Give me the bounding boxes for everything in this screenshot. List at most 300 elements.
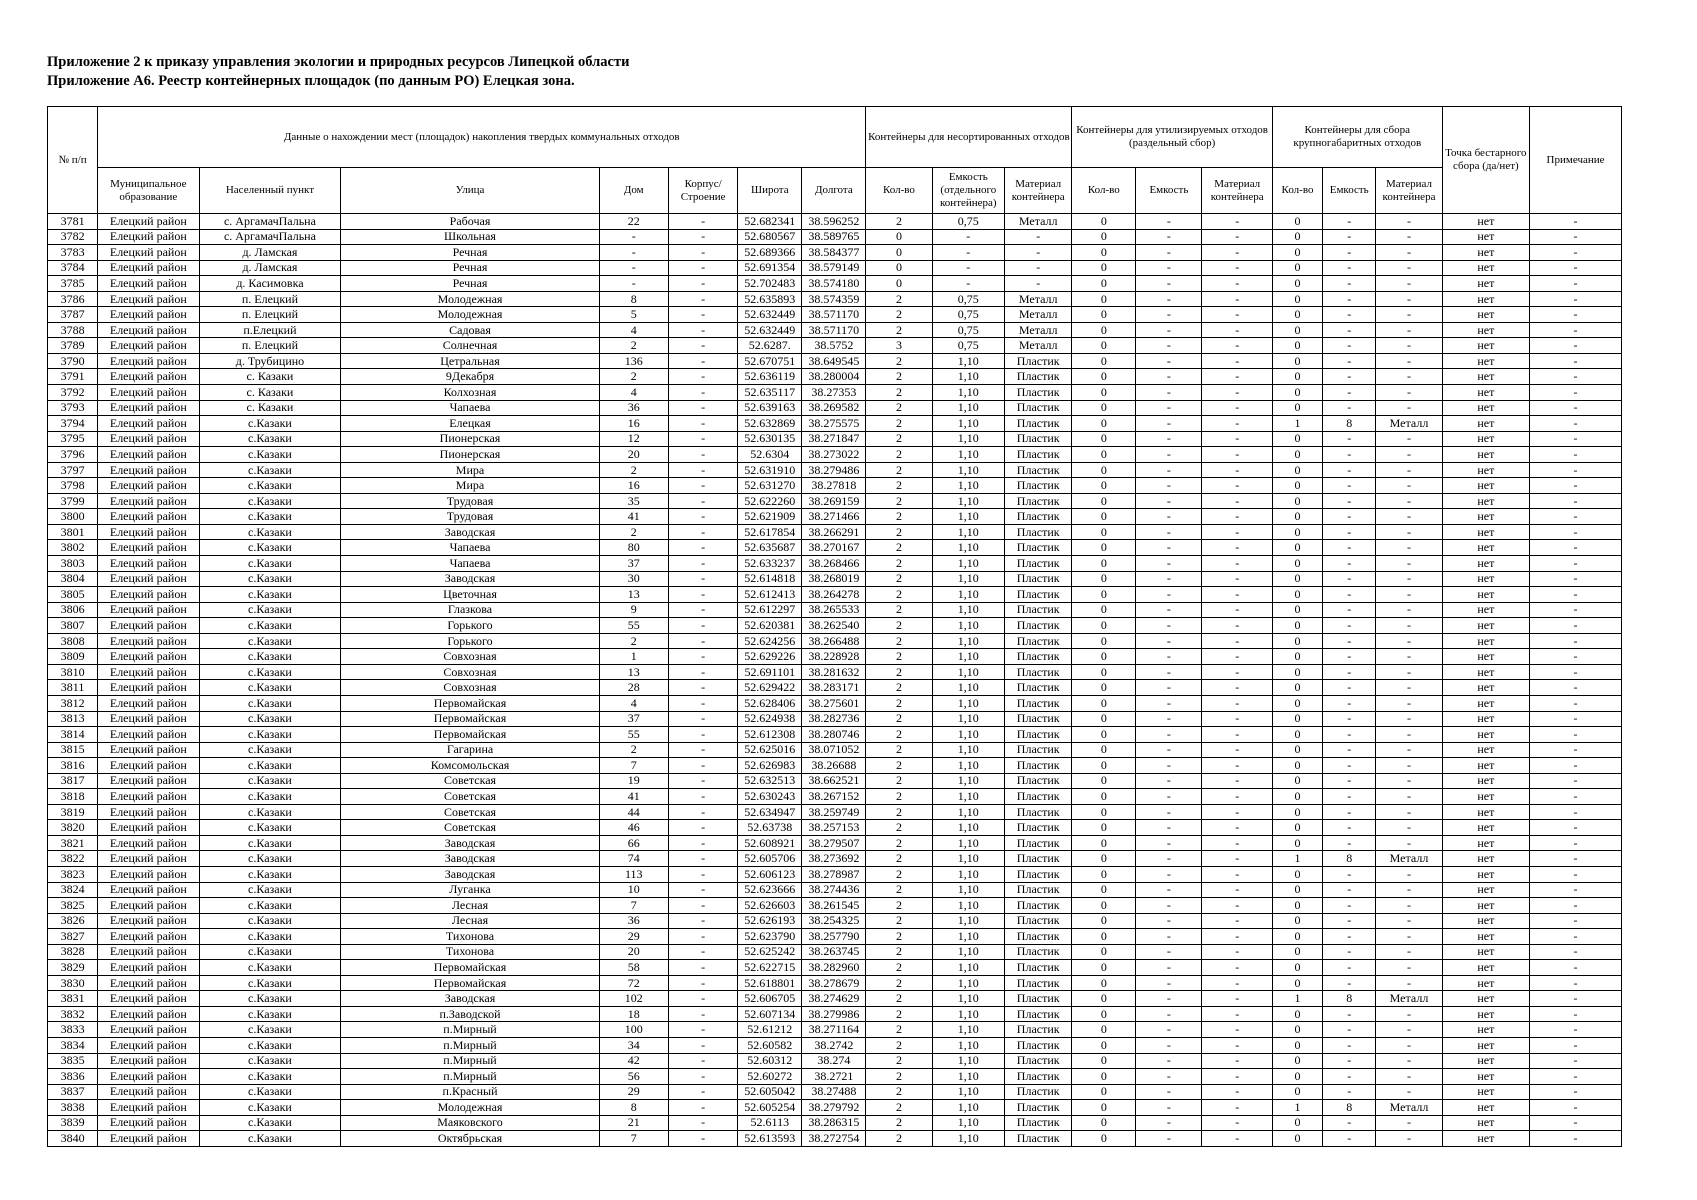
cell-municipality: Елецкий район	[98, 369, 199, 385]
cell-lat: 52.630135	[738, 431, 802, 447]
cell-house: -	[599, 260, 668, 276]
cell-b-mat: -	[1376, 1131, 1442, 1147]
cell-u-mat: Пластик	[1005, 773, 1072, 789]
cell-r-mat: -	[1202, 338, 1272, 354]
cell-municipality: Елецкий район	[98, 400, 199, 416]
cell-u-mat: Пластик	[1005, 1069, 1072, 1085]
cell-lat: 52.620381	[738, 618, 802, 634]
cell-num: 3823	[48, 866, 98, 882]
cell-r-mat: -	[1202, 385, 1272, 401]
cell-b-qty: 0	[1272, 913, 1322, 929]
cell-u-mat: Пластик	[1005, 587, 1072, 603]
cell-b-cap: -	[1323, 556, 1376, 572]
cell-settlement: с.Казаки	[199, 944, 341, 960]
cell-street: Тихонова	[341, 944, 599, 960]
cell-b-qty: 0	[1272, 695, 1322, 711]
cell-b-mat: -	[1376, 882, 1442, 898]
cell-note: -	[1530, 913, 1622, 929]
table-row	[48, 322, 1622, 338]
cell-r-mat: -	[1202, 602, 1272, 618]
header-u-qty: Кол-во	[866, 168, 932, 214]
cell-b-qty: 0	[1272, 229, 1322, 245]
cell-u-qty: 2	[866, 353, 932, 369]
cell-settlement: с.Казаки	[199, 1022, 341, 1038]
cell-house: 20	[599, 944, 668, 960]
cell-note: -	[1530, 1100, 1622, 1116]
cell-note: -	[1530, 944, 1622, 960]
cell-settlement: с.Казаки	[199, 571, 341, 587]
cell-municipality: Елецкий район	[98, 991, 199, 1007]
cell-b-mat: -	[1376, 478, 1442, 494]
cell-num: 3804	[48, 571, 98, 587]
cell-municipality: Елецкий район	[98, 773, 199, 789]
cell-r-mat: -	[1202, 540, 1272, 556]
cell-house: -	[599, 229, 668, 245]
cell-r-qty: 0	[1072, 353, 1136, 369]
table-row	[48, 1006, 1622, 1022]
cell-settlement: с.Казаки	[199, 680, 341, 696]
cell-municipality: Елецкий район	[98, 509, 199, 525]
cell-b-mat: -	[1376, 804, 1442, 820]
cell-note: -	[1530, 587, 1622, 603]
cell-r-mat: -	[1202, 1131, 1272, 1147]
cell-r-mat: -	[1202, 1053, 1272, 1069]
title-line-1: Приложение 2 к приказу управления экологии и природных ресурсов Липецкой области	[47, 54, 630, 70]
cell-note: -	[1530, 1037, 1622, 1053]
cell-r-qty: 0	[1072, 276, 1136, 292]
cell-municipality: Елецкий район	[98, 291, 199, 307]
cell-b-mat: -	[1376, 789, 1442, 805]
cell-b-cap: -	[1323, 353, 1376, 369]
cell-municipality: Елецкий район	[98, 820, 199, 836]
cell-b-qty: 0	[1272, 960, 1322, 976]
cell-building: -	[668, 338, 737, 354]
cell-b-cap: -	[1323, 1006, 1376, 1022]
cell-u-qty: 2	[866, 664, 932, 680]
cell-settlement: с.Казаки	[199, 1069, 341, 1085]
cell-building: -	[668, 649, 737, 665]
cell-r-cap: -	[1136, 524, 1202, 540]
cell-point: нет	[1442, 1131, 1529, 1147]
header-street: Улица	[341, 168, 599, 214]
cell-b-qty: 0	[1272, 1131, 1322, 1147]
header-settlement: Населенный пункт	[199, 168, 341, 214]
cell-r-mat: -	[1202, 245, 1272, 261]
cell-r-mat: -	[1202, 587, 1272, 603]
cell-building: -	[668, 571, 737, 587]
cell-lat: 52.629226	[738, 649, 802, 665]
cell-r-qty: 0	[1072, 1100, 1136, 1116]
cell-b-cap: -	[1323, 882, 1376, 898]
cell-note: -	[1530, 462, 1622, 478]
cell-u-mat: Пластик	[1005, 1100, 1072, 1116]
cell-u-qty: 2	[866, 478, 932, 494]
table-row	[48, 633, 1622, 649]
cell-r-qty: 0	[1072, 695, 1136, 711]
cell-lon: 38.2721	[802, 1069, 866, 1085]
cell-settlement: д. Ламская	[199, 260, 341, 276]
cell-b-cap: -	[1323, 804, 1376, 820]
cell-r-mat: -	[1202, 1022, 1272, 1038]
cell-house: 44	[599, 804, 668, 820]
cell-r-cap: -	[1136, 1131, 1202, 1147]
cell-num: 3810	[48, 664, 98, 680]
cell-settlement: с.Казаки	[199, 898, 341, 914]
cell-r-qty: 0	[1072, 556, 1136, 572]
cell-house: 7	[599, 898, 668, 914]
cell-settlement: с.Казаки	[199, 447, 341, 463]
cell-house: 113	[599, 866, 668, 882]
cell-note: -	[1530, 229, 1622, 245]
cell-r-cap: -	[1136, 245, 1202, 261]
cell-r-cap: -	[1136, 338, 1202, 354]
cell-b-qty: 0	[1272, 338, 1322, 354]
cell-lat: 52.614818	[738, 571, 802, 587]
cell-r-mat: -	[1202, 664, 1272, 680]
cell-b-qty: 0	[1272, 773, 1322, 789]
cell-b-mat: -	[1376, 291, 1442, 307]
cell-u-qty: 2	[866, 1037, 932, 1053]
cell-building: -	[668, 695, 737, 711]
cell-r-qty: 0	[1072, 649, 1136, 665]
cell-b-qty: 0	[1272, 260, 1322, 276]
cell-r-cap: -	[1136, 618, 1202, 634]
cell-b-cap: -	[1323, 618, 1376, 634]
cell-b-mat: -	[1376, 649, 1442, 665]
cell-settlement: с.Казаки	[199, 991, 341, 1007]
cell-u-cap: 1,10	[932, 727, 1005, 743]
cell-lat: 52.60272	[738, 1069, 802, 1085]
cell-u-qty: 2	[866, 571, 932, 587]
cell-u-cap: 1,10	[932, 478, 1005, 494]
cell-b-mat: -	[1376, 820, 1442, 836]
cell-b-qty: 0	[1272, 322, 1322, 338]
cell-b-mat: -	[1376, 431, 1442, 447]
cell-municipality: Елецкий район	[98, 835, 199, 851]
cell-b-qty: 0	[1272, 245, 1322, 261]
cell-street: Мира	[341, 462, 599, 478]
cell-lon: 38.589765	[802, 229, 866, 245]
cell-municipality: Елецкий район	[98, 462, 199, 478]
cell-u-cap: 1,10	[932, 851, 1005, 867]
cell-u-qty: 2	[866, 975, 932, 991]
cell-num: 3792	[48, 385, 98, 401]
cell-building: -	[668, 835, 737, 851]
cell-r-qty: 0	[1072, 214, 1136, 230]
cell-b-cap: -	[1323, 1131, 1376, 1147]
cell-b-qty: 0	[1272, 1084, 1322, 1100]
cell-lon: 38.27353	[802, 385, 866, 401]
cell-municipality: Елецкий район	[98, 556, 199, 572]
cell-building: -	[668, 991, 737, 1007]
cell-b-cap: -	[1323, 524, 1376, 540]
cell-municipality: Елецкий район	[98, 1069, 199, 1085]
cell-point: нет	[1442, 913, 1529, 929]
cell-u-mat: Пластик	[1005, 913, 1072, 929]
cell-municipality: Елецкий район	[98, 882, 199, 898]
cell-r-cap: -	[1136, 307, 1202, 323]
cell-b-qty: 0	[1272, 509, 1322, 525]
cell-municipality: Елецкий район	[98, 1115, 199, 1131]
cell-municipality: Елецкий район	[98, 276, 199, 292]
cell-b-cap: -	[1323, 229, 1376, 245]
cell-municipality: Елецкий район	[98, 804, 199, 820]
cell-municipality: Елецкий район	[98, 1131, 199, 1147]
cell-settlement: д. Трубицино	[199, 353, 341, 369]
cell-point: нет	[1442, 1022, 1529, 1038]
cell-num: 3831	[48, 991, 98, 1007]
cell-u-qty: 2	[866, 369, 932, 385]
cell-house: 102	[599, 991, 668, 1007]
cell-street: Трудовая	[341, 493, 599, 509]
cell-settlement: с.Казаки	[199, 1006, 341, 1022]
cell-lat: 52.626193	[738, 913, 802, 929]
cell-num: 3795	[48, 431, 98, 447]
cell-b-mat: -	[1376, 447, 1442, 463]
cell-settlement: с. Казаки	[199, 369, 341, 385]
cell-u-mat: Пластик	[1005, 493, 1072, 509]
cell-u-cap: 1,10	[932, 742, 1005, 758]
cell-u-qty: 0	[866, 260, 932, 276]
cell-r-cap: -	[1136, 1053, 1202, 1069]
cell-u-qty: 2	[866, 680, 932, 696]
cell-b-cap: -	[1323, 1022, 1376, 1038]
cell-num: 3819	[48, 804, 98, 820]
cell-u-mat: Пластик	[1005, 478, 1072, 494]
cell-building: -	[668, 1069, 737, 1085]
header-location-group: Данные о нахождении мест (площадок) накопления твердых коммунальных отходов	[98, 107, 866, 168]
cell-point: нет	[1442, 556, 1529, 572]
cell-u-mat: Пластик	[1005, 1037, 1072, 1053]
cell-b-mat: Металл	[1376, 851, 1442, 867]
cell-num: 3822	[48, 851, 98, 867]
cell-settlement: с.Казаки	[199, 804, 341, 820]
table-row	[48, 229, 1622, 245]
cell-b-cap: -	[1323, 260, 1376, 276]
cell-b-cap: -	[1323, 944, 1376, 960]
cell-street: Речная	[341, 245, 599, 261]
cell-b-cap: -	[1323, 400, 1376, 416]
table-row	[48, 1084, 1622, 1100]
cell-municipality: Елецкий район	[98, 524, 199, 540]
cell-u-cap: 1,10	[932, 960, 1005, 976]
cell-r-mat: -	[1202, 509, 1272, 525]
cell-lat: 52.605706	[738, 851, 802, 867]
cell-settlement: с.Казаки	[199, 1084, 341, 1100]
cell-lat: 52.613593	[738, 1131, 802, 1147]
cell-r-mat: -	[1202, 307, 1272, 323]
cell-u-qty: 2	[866, 820, 932, 836]
cell-lat: 52.630243	[738, 789, 802, 805]
cell-street: Лесная	[341, 913, 599, 929]
cell-point: нет	[1442, 1006, 1529, 1022]
cell-u-qty: 2	[866, 944, 932, 960]
cell-b-mat: -	[1376, 400, 1442, 416]
cell-b-mat: -	[1376, 338, 1442, 354]
cell-u-mat: Пластик	[1005, 540, 1072, 556]
cell-u-mat: Пластик	[1005, 804, 1072, 820]
cell-b-qty: 0	[1272, 353, 1322, 369]
cell-u-cap: 1,10	[932, 1069, 1005, 1085]
cell-u-qty: 2	[866, 493, 932, 509]
cell-u-cap: 1,10	[932, 431, 1005, 447]
cell-lat: 52.623666	[738, 882, 802, 898]
cell-note: -	[1530, 338, 1622, 354]
table-row	[48, 851, 1622, 867]
cell-settlement: с.Казаки	[199, 556, 341, 572]
cell-lon: 38.274	[802, 1053, 866, 1069]
cell-settlement: с.Казаки	[199, 649, 341, 665]
cell-b-cap: -	[1323, 431, 1376, 447]
cell-r-mat: -	[1202, 291, 1272, 307]
cell-lat: 52.635117	[738, 385, 802, 401]
cell-u-mat: Пластик	[1005, 944, 1072, 960]
cell-point: нет	[1442, 866, 1529, 882]
cell-point: нет	[1442, 338, 1529, 354]
cell-u-cap: 1,10	[932, 711, 1005, 727]
cell-b-cap: -	[1323, 291, 1376, 307]
cell-note: -	[1530, 789, 1622, 805]
cell-u-mat: Пластик	[1005, 664, 1072, 680]
cell-lon: 38.071052	[802, 742, 866, 758]
table-row	[48, 1069, 1622, 1085]
cell-u-qty: 0	[866, 245, 932, 261]
cell-note: -	[1530, 773, 1622, 789]
cell-r-cap: -	[1136, 229, 1202, 245]
table-row	[48, 587, 1622, 603]
cell-lon: 38.579149	[802, 260, 866, 276]
cell-b-qty: 0	[1272, 680, 1322, 696]
cell-b-cap: -	[1323, 509, 1376, 525]
cell-b-qty: 0	[1272, 431, 1322, 447]
cell-r-qty: 0	[1072, 447, 1136, 463]
cell-b-mat: -	[1376, 898, 1442, 914]
cell-r-mat: -	[1202, 711, 1272, 727]
cell-num: 3829	[48, 960, 98, 976]
cell-u-cap: 1,10	[932, 882, 1005, 898]
cell-lat: 52.622260	[738, 493, 802, 509]
cell-building: -	[668, 416, 737, 432]
header-u-cap: Емкость (отдельного контейнера)	[932, 168, 1005, 214]
cell-note: -	[1530, 711, 1622, 727]
cell-r-qty: 0	[1072, 416, 1136, 432]
cell-b-qty: 1	[1272, 1100, 1322, 1116]
cell-u-qty: 0	[866, 276, 932, 292]
cell-r-mat: -	[1202, 695, 1272, 711]
cell-num: 3806	[48, 602, 98, 618]
cell-street: Пионерская	[341, 447, 599, 463]
cell-house: 36	[599, 913, 668, 929]
cell-num: 3837	[48, 1084, 98, 1100]
cell-house: 2	[599, 742, 668, 758]
cell-point: нет	[1442, 618, 1529, 634]
cell-lon: 38.584377	[802, 245, 866, 261]
cell-point: нет	[1442, 431, 1529, 447]
cell-r-qty: 0	[1072, 291, 1136, 307]
cell-lon: 38.2742	[802, 1037, 866, 1053]
cell-u-qty: 2	[866, 960, 932, 976]
cell-u-cap: 1,10	[932, 602, 1005, 618]
cell-house: -	[599, 276, 668, 292]
cell-b-mat: Металл	[1376, 991, 1442, 1007]
cell-house: 29	[599, 929, 668, 945]
cell-lon: 38.279507	[802, 835, 866, 851]
cell-u-qty: 2	[866, 1006, 932, 1022]
cell-u-qty: 2	[866, 1069, 932, 1085]
cell-note: -	[1530, 742, 1622, 758]
cell-r-qty: 0	[1072, 260, 1136, 276]
cell-settlement: д. Касимовка	[199, 276, 341, 292]
cell-house: -	[599, 245, 668, 261]
table-row	[48, 338, 1622, 354]
cell-u-qty: 2	[866, 1053, 932, 1069]
cell-b-qty: 0	[1272, 447, 1322, 463]
cell-note: -	[1530, 866, 1622, 882]
cell-lat: 52.639163	[738, 400, 802, 416]
cell-u-mat: Пластик	[1005, 524, 1072, 540]
cell-r-mat: -	[1202, 493, 1272, 509]
cell-b-cap: -	[1323, 245, 1376, 261]
cell-u-cap: 1,10	[932, 773, 1005, 789]
cell-r-cap: -	[1136, 385, 1202, 401]
cell-u-mat: Металл	[1005, 291, 1072, 307]
cell-b-qty: 1	[1272, 991, 1322, 1007]
cell-b-cap: -	[1323, 540, 1376, 556]
table-row	[48, 447, 1622, 463]
table-row	[48, 431, 1622, 447]
cell-u-cap: 1,10	[932, 540, 1005, 556]
cell-u-qty: 2	[866, 1115, 932, 1131]
cell-municipality: Елецкий район	[98, 898, 199, 914]
cell-u-qty: 2	[866, 400, 932, 416]
cell-b-mat: -	[1376, 960, 1442, 976]
table-row	[48, 307, 1622, 323]
cell-u-mat: Пластик	[1005, 385, 1072, 401]
cell-lat: 52.618801	[738, 975, 802, 991]
cell-house: 37	[599, 711, 668, 727]
cell-b-qty: 0	[1272, 835, 1322, 851]
cell-u-qty: 2	[866, 929, 932, 945]
cell-b-cap: -	[1323, 649, 1376, 665]
cell-point: нет	[1442, 960, 1529, 976]
cell-u-mat: Пластик	[1005, 571, 1072, 587]
table-row	[48, 929, 1622, 945]
cell-point: нет	[1442, 773, 1529, 789]
cell-r-qty: 0	[1072, 835, 1136, 851]
cell-house: 1	[599, 649, 668, 665]
cell-lon: 38.271164	[802, 1022, 866, 1038]
cell-num: 3824	[48, 882, 98, 898]
table-row	[48, 245, 1622, 261]
cell-settlement: с.Казаки	[199, 493, 341, 509]
cell-municipality: Елецкий район	[98, 1053, 199, 1069]
cell-r-cap: -	[1136, 478, 1202, 494]
cell-street: Школьная	[341, 229, 599, 245]
header-u-mat: Материал контейнера	[1005, 168, 1072, 214]
cell-b-cap: -	[1323, 493, 1376, 509]
cell-u-qty: 2	[866, 649, 932, 665]
table-row	[48, 260, 1622, 276]
cell-lon: 38.275575	[802, 416, 866, 432]
cell-r-cap: -	[1136, 556, 1202, 572]
cell-num: 3793	[48, 400, 98, 416]
cell-settlement: с.Казаки	[199, 711, 341, 727]
cell-street: Цветочная	[341, 587, 599, 603]
cell-b-mat: -	[1376, 1037, 1442, 1053]
cell-lat: 52.631270	[738, 478, 802, 494]
cell-house: 41	[599, 789, 668, 805]
cell-b-cap: -	[1323, 214, 1376, 230]
